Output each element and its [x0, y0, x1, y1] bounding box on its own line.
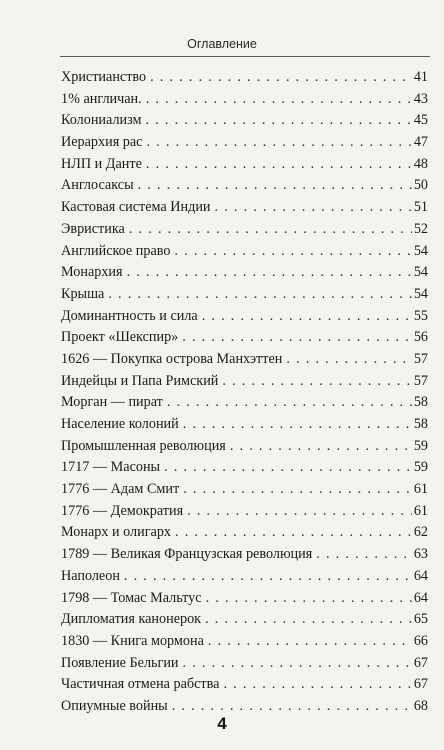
toc-entry — [61, 175, 428, 197]
toc-entry-page: 57 — [413, 372, 428, 389]
toc-entry-title: Английское право — [61, 242, 171, 259]
page-number: 4 — [217, 714, 227, 733]
dot-leader — [222, 371, 411, 393]
dot-leader — [146, 89, 412, 111]
toc-entry-title: Опиумные войны — [61, 697, 168, 714]
toc-entry — [61, 631, 428, 653]
dot-leader — [150, 67, 412, 89]
dot-leader — [174, 241, 411, 263]
toc-entry — [61, 566, 428, 588]
dot-leader — [183, 414, 412, 436]
toc-entry-title: НЛП и Данте — [61, 155, 142, 172]
dot-leader — [182, 327, 412, 349]
toc-entry-title: Иерархия рас — [61, 134, 143, 151]
toc-entry — [61, 154, 428, 176]
toc-entry-page: 65 — [413, 611, 428, 628]
toc-entry — [61, 588, 428, 610]
toc-entry-title: Колониализм — [61, 112, 142, 129]
toc-entry — [61, 284, 428, 306]
toc-entry — [61, 609, 428, 631]
toc-entry-page: 62 — [413, 524, 428, 541]
dot-leader — [183, 479, 412, 501]
toc-entry-title: Монарх и олигарх — [61, 524, 172, 541]
toc-entry — [61, 414, 428, 436]
toc-entry-page: 61 — [413, 481, 428, 498]
toc-entry-page: 66 — [413, 632, 428, 649]
toc-entry — [61, 371, 428, 393]
running-header: Оглавление — [187, 37, 257, 51]
toc-entry-title: 1717 — Масоны — [61, 459, 161, 476]
table-of-contents — [61, 67, 428, 718]
toc-entry-page: 67 — [413, 676, 428, 693]
dot-leader — [127, 262, 412, 284]
dot-leader — [146, 132, 411, 154]
toc-entry — [61, 241, 428, 263]
toc-entry-page: 48 — [413, 155, 428, 172]
header-rule — [60, 56, 430, 57]
toc-entry-page: 58 — [413, 416, 428, 432]
toc-entry — [61, 501, 428, 523]
toc-entry-page: 41 — [413, 69, 428, 85]
toc-entry — [61, 544, 428, 566]
toc-entry — [61, 219, 428, 241]
toc-entry-page: 61 — [413, 502, 428, 519]
toc-entry — [61, 132, 428, 154]
toc-entry-title: Наполеон — [61, 567, 120, 584]
toc-entry-page: 68 — [413, 697, 428, 714]
toc-entry-title: Морган — пират — [61, 394, 163, 411]
dot-leader — [230, 436, 412, 458]
dot-leader — [164, 457, 412, 479]
toc-entry-page: 58 — [413, 394, 428, 411]
toc-entry-title: Дипломатия канонерок — [61, 611, 202, 628]
toc-entry-title: Частичная отмена рабства — [61, 676, 220, 693]
dot-leader — [138, 175, 412, 197]
toc-entry — [61, 262, 428, 284]
dot-leader — [175, 522, 412, 544]
toc-entry — [61, 110, 428, 132]
toc-entry-title: Крыша — [61, 285, 105, 302]
toc-entry — [61, 89, 428, 111]
toc-entry — [61, 392, 428, 414]
dot-leader — [129, 219, 412, 241]
dot-leader — [223, 674, 411, 696]
toc-entry-title: Доминантность и сила — [61, 307, 198, 324]
toc-entry-title: 1798 — Томас Мальтус — [61, 589, 202, 606]
dot-leader — [108, 284, 412, 306]
toc-entry — [61, 349, 428, 371]
dot-leader — [146, 110, 412, 132]
toc-entry-page: 64 — [413, 589, 428, 606]
dot-leader — [146, 154, 412, 176]
toc-entry-page: 54 — [413, 242, 428, 259]
toc-entry — [61, 436, 428, 458]
dot-leader — [205, 609, 412, 631]
dot-leader — [286, 349, 411, 371]
toc-entry-page: 67 — [413, 654, 428, 671]
toc-entry-page: 57 — [413, 350, 428, 367]
toc-entry — [61, 327, 428, 349]
dot-leader — [202, 306, 412, 328]
toc-entry-title: Кастовая система Индии — [61, 199, 211, 216]
toc-entry — [61, 479, 428, 501]
toc-entry-title: Появление Бельгии — [61, 654, 179, 671]
toc-entry-page: 59 — [413, 437, 428, 454]
toc-entry-page: 64 — [413, 567, 428, 584]
toc-entry-title: Эвристика — [61, 220, 125, 237]
toc-entry-page: 54 — [413, 285, 428, 302]
toc-entry-title: Население колоний — [61, 416, 179, 432]
toc-entry-page: 54 — [413, 264, 428, 281]
toc-entry-title: Монархия — [61, 264, 123, 281]
toc-entry-title: Христианство — [61, 69, 147, 85]
toc-entry-page: 50 — [413, 177, 428, 194]
toc-entry-page: 43 — [413, 90, 428, 107]
toc-entry — [61, 457, 428, 479]
dot-leader — [124, 566, 412, 588]
toc-entry-title: Промышленная революция — [61, 437, 226, 454]
toc-entry-page: 45 — [413, 112, 428, 129]
toc-entry-page: 55 — [413, 307, 428, 324]
dot-leader — [187, 501, 412, 523]
dot-leader — [215, 197, 412, 219]
toc-entry — [61, 197, 428, 219]
toc-entry-title: Англосаксы — [61, 177, 134, 194]
toc-entry — [61, 522, 428, 544]
toc-entry-title: 1626 — Покупка острова Манхэттен — [61, 350, 283, 367]
toc-entry-title: Проект «Шекспир» — [61, 329, 179, 346]
toc-entry-title: 1% англичан. — [61, 90, 142, 107]
dot-leader — [208, 631, 412, 653]
toc-entry-title: Индейцы и Папа Римский — [61, 372, 219, 389]
dot-leader — [316, 544, 412, 566]
toc-entry-page: 52 — [413, 220, 428, 237]
dot-leader — [167, 392, 412, 414]
dot-leader — [206, 588, 412, 610]
toc-entry-title: 1776 — Демократия — [61, 502, 184, 519]
toc-entry — [61, 653, 428, 675]
toc-entry-page: 51 — [413, 199, 428, 216]
toc-entry-page: 59 — [413, 459, 428, 476]
toc-entry — [61, 306, 428, 328]
toc-entry — [61, 67, 428, 89]
toc-entry-page: 47 — [413, 134, 428, 151]
toc-entry-page: 63 — [413, 546, 428, 563]
toc-entry — [61, 674, 428, 696]
toc-entry-title: 1830 — Книга мормона — [61, 632, 204, 649]
dot-leader — [183, 653, 412, 675]
toc-entry-page: 56 — [413, 329, 428, 346]
toc-entry-title: 1789 — Великая Французская революция — [61, 546, 313, 563]
toc-entry-title: 1776 — Адам Смит — [61, 481, 180, 498]
